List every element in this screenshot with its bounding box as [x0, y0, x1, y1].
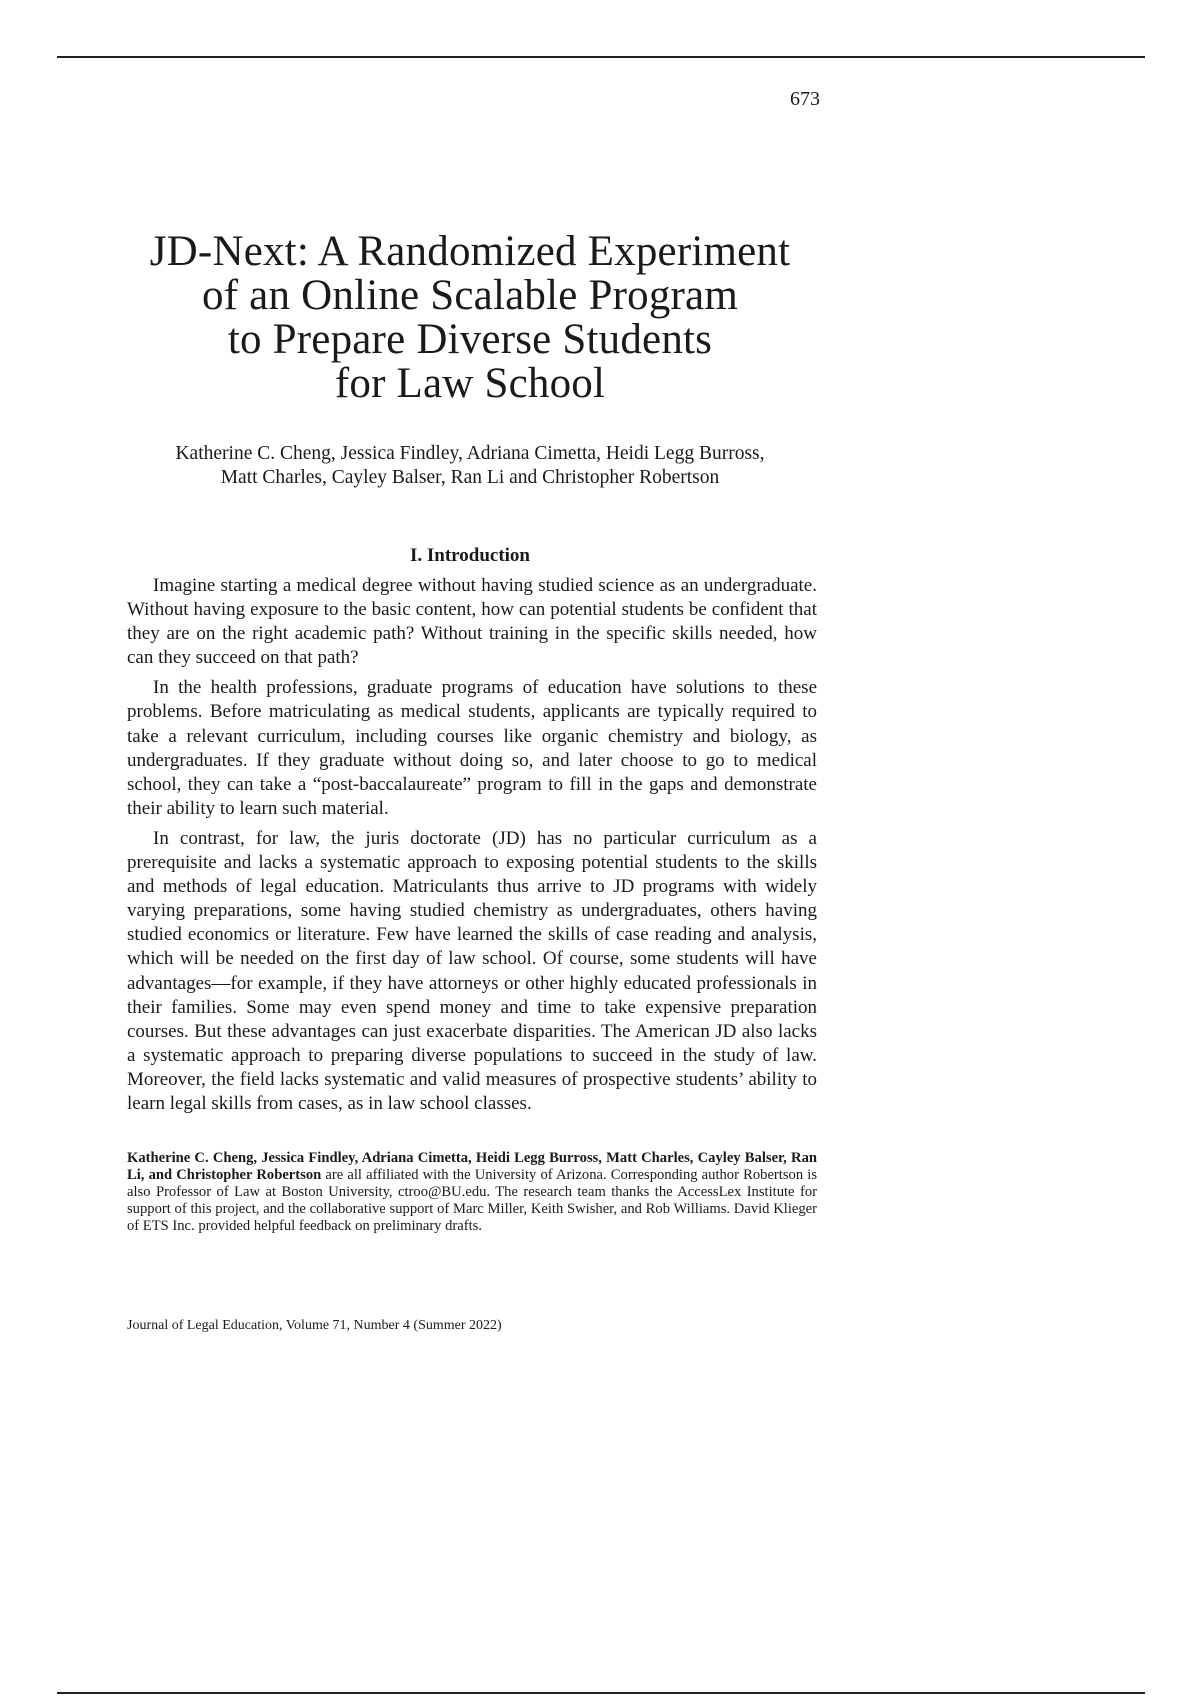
- title-line: of an Online Scalable Program: [202, 272, 738, 319]
- footnote-author-names: Katherine C. Cheng, Jessica Findley, Adriana Cimetta, Heidi Legg Burross, Matt Charles, Cayley Balser, Ran Li, and Christopher Robertson: [127, 1150, 817, 1183]
- author-list: [120, 442, 820, 490]
- paragraph: Imagine starting a medical degree without having studied science as an undergraduate. Without having exposure to the basic content, how can potential students be confident that they are on the right academic path? Without training in the specific skills needed, how can they succeed on that path?: [127, 575, 817, 669]
- body-text: [127, 574, 817, 1122]
- section-heading: I. Introduction: [409, 545, 530, 566]
- journal-citation: Journal of Legal Education, Volume 71, Number 4 (Summer 2022): [127, 1318, 502, 1333]
- footnote: [127, 1150, 817, 1235]
- title-line: to Prepare Diverse Students: [227, 316, 713, 363]
- paragraph: In contrast, for law, the juris doctorate (JD) has no particular curriculum as a prerequisite and lacks a systematic approach to exposing potential students to the skills and methods of legal education. Matriculants thus arrive to JD programs with widely varying preparations, some having studied chemistry as undergraduates, others having studied economics or literature. Few have learned the skills of case reading and analysis, which will be needed on the first day of law school. Of course, some students will have advantages—for example, if they have attorneys or other highly educated professionals in their families. Some may even spend money and time to take expensive preparation courses. But these advantages can just exacerbate disparities. The American JD also lacks a systematic approach to preparing diverse populations to succeed in the study of law. Moreover, the field lacks systematic and valid measures of prospective students’ ability to learn legal skills from cases, as in law school classes.: [127, 827, 817, 1114]
- paragraph: In the health professions, graduate programs of education have solutions to these problems. Before matriculating as medical students, applicants are typically required to take a relevant curriculum, including courses like organic chemistry and biology, as undergraduates. If they graduate without doing so, and later choose to go to medical school, they can take a “post-baccalaureate” program to fill in the gaps and demonstrate their ability to learn such material.: [127, 677, 817, 819]
- author-line: Katherine C. Cheng, Jessica Findley, Adriana Cimetta, Heidi Legg Burross,: [175, 443, 765, 464]
- title-line: JD-Next: A Randomized Experiment: [149, 228, 791, 275]
- bottom-rule: [57, 1692, 1145, 1694]
- title-line: for Law School: [334, 360, 606, 407]
- page-number: 673: [790, 88, 820, 110]
- footnote-text: are all affiliated with the University of Arizona. Corresponding author Robertson is also Professor of Law at Boston University, ctroo@BU.edu. The research team thanks the AccessLex Institute for support of this project, and the collaborative support of Marc Miller, Keith Swisher, and Rob Williams. David Klieger of ETS Inc. provided helpful feedback on preliminary drafts.: [127, 1167, 817, 1234]
- author-line: Matt Charles, Cayley Balser, Ran Li and Christopher Robertson: [220, 467, 720, 488]
- article-title: [120, 230, 820, 406]
- top-rule: [57, 56, 1145, 58]
